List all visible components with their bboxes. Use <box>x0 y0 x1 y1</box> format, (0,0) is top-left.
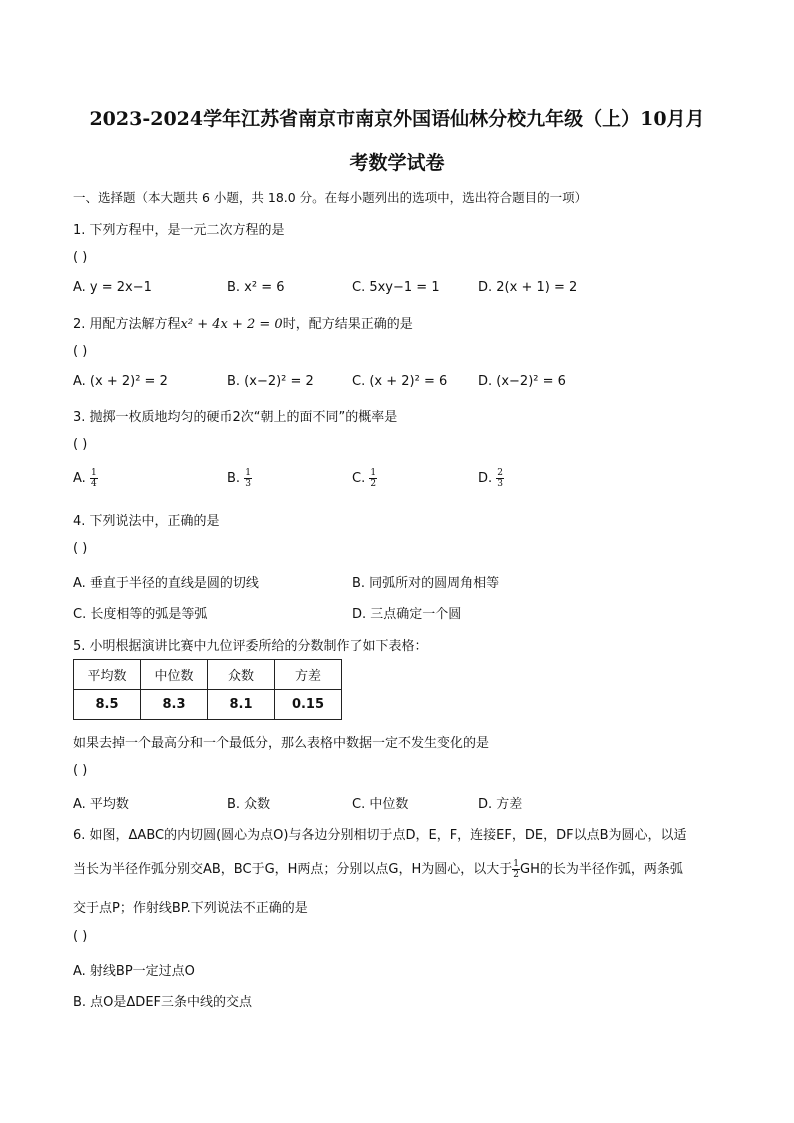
q4-option-b: B. 同弧所对的圆周角相等 <box>352 576 500 591</box>
q1-option-d: D. 2(x + 1) = 2 <box>478 280 578 295</box>
q3-option-b: B. $\frac{1}{3}$ <box>227 468 251 489</box>
q1-option-b: B. x² = 6 <box>227 280 285 295</box>
table-row <box>74 690 342 720</box>
question-4-stem: 4. 下列说法中，正确的是 <box>73 514 220 529</box>
table-cell: 8.3 <box>141 690 208 720</box>
q1-option-a: A. y = 2x−1 <box>73 280 152 295</box>
question-5-followup: 如果去掉一个最高分和一个最低分，那么表格中数据一定不发生变化的是 <box>73 736 490 751</box>
q2-option-c: C. (x + 2)² = 6 <box>352 374 448 389</box>
fraction: $\frac{2}{3}$ <box>497 468 504 489</box>
q4-option-a: A. 垂直于半径的直线是圆的切线 <box>73 576 259 591</box>
question-6-line3: 交于点P；作射线BP.下列说法不正确的是 <box>73 901 308 916</box>
answer-bracket: ( ) <box>73 763 88 778</box>
q3-option-d: D. $\frac{2}{3}$ <box>478 468 504 489</box>
q5-option-a: A. 平均数 <box>73 797 129 812</box>
exam-title-line2: 考数学试卷 <box>349 152 445 174</box>
table-header-cell: 方差 <box>275 660 342 690</box>
exam-title-line1: 2023-2024学年江苏省南京市南京外国语仙林分校九年级（上）10月月 <box>89 108 705 130</box>
answer-bracket: ( ) <box>73 250 88 265</box>
q5-option-d: D. 方差 <box>478 797 523 812</box>
q6-option-b: B. 点O是ΔDEF三条中线的交点 <box>73 995 253 1010</box>
answer-bracket: ( ) <box>73 541 88 556</box>
table-header-cell: 众数 <box>208 660 275 690</box>
q6-option-a: A. 射线BP一定过点O <box>73 964 195 979</box>
table-header-cell: 平均数 <box>74 660 141 690</box>
q5-option-c: C. 中位数 <box>352 797 409 812</box>
stats-table <box>73 659 342 720</box>
fraction: $\frac{1}{2}$ <box>370 468 377 489</box>
table-cell: 8.1 <box>208 690 275 720</box>
question-6-line2: 当长为半径作弧分别交AB，BC于G，H两点；分别以点G，H为圆心，以大于 $\frac{1}{2}$ GH的长为半径作弧，两条弧 <box>73 859 683 880</box>
question-1-stem: 1. 下列方程中，是一元二次方程的是 <box>73 223 285 238</box>
fraction: $\frac{1}{4}$ <box>90 468 97 489</box>
question-2-stem: 2. 用配方法解方程x² + 4x + 2 = 0时，配方结果正确的是 <box>73 317 413 332</box>
table-header-cell: 中位数 <box>141 660 208 690</box>
fraction: $\frac{1}{2}$ <box>513 859 520 880</box>
q4-option-d: D. 三点确定一个圆 <box>352 607 462 622</box>
section-heading: 一、选择题（本大题共 6 小题，共 18.0 分。在每小题列出的选项中，选出符合题目的一项） <box>73 190 588 205</box>
table-cell: 0.15 <box>275 690 342 720</box>
question-5-stem: 5. 小明根据演讲比赛中九位评委所给的分数制作了如下表格： <box>73 639 428 654</box>
fraction: $\frac{1}{3}$ <box>245 468 251 489</box>
table-header-row <box>74 660 342 690</box>
q2-option-b: B. (x−2)² = 2 <box>227 374 314 389</box>
question-3-stem: 3. 抛掷一枚质地均匀的硬币2次“朝上的面不同”的概率是 <box>73 410 398 425</box>
answer-bracket: ( ) <box>73 437 88 452</box>
answer-bracket: ( ) <box>73 344 88 359</box>
table-cell: 8.5 <box>74 690 141 720</box>
q4-option-c: C. 长度相等的弧是等弧 <box>73 607 208 622</box>
q5-option-b: B. 众数 <box>227 797 271 812</box>
question-6-line1: 6. 如图，ΔABC的内切圆(圆心为点O)与各边分别相切于点D，E，F，连接EF，DE，DF以点B为圆心，以适 <box>73 828 687 843</box>
q2-equation: x² + 4x + 2 = 0 <box>180 317 283 332</box>
q3-option-a: A. $\frac{1}{4}$ <box>73 468 97 489</box>
q2-option-a: A. (x + 2)² = 2 <box>73 374 168 389</box>
q3-option-c: C. $\frac{1}{2}$ <box>352 468 377 489</box>
answer-bracket: ( ) <box>73 929 88 944</box>
q2-option-d: D. (x−2)² = 6 <box>478 374 566 389</box>
q1-option-c: C. 5xy−1 = 1 <box>352 280 440 295</box>
